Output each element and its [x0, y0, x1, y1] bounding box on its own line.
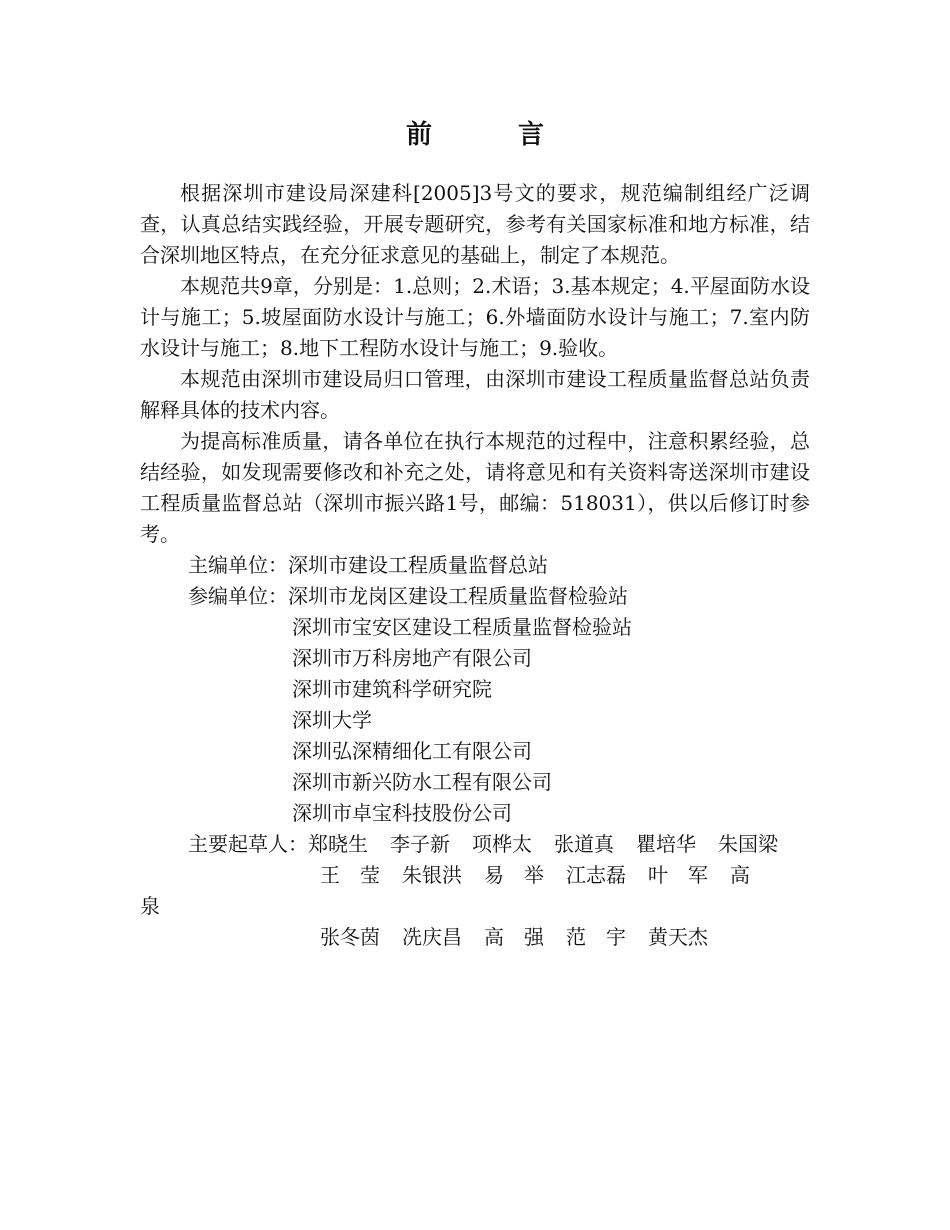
drafters-label: 主要起草人：	[188, 832, 308, 856]
participating-unit-name: 深圳市龙岗区建设工程质量监督检验站	[288, 584, 628, 608]
participating-unit-line	[140, 798, 810, 829]
drafter-name: 朱国梁	[718, 832, 778, 856]
drafter-name: 江志磊	[566, 863, 626, 887]
participating-unit-name: 深圳弘深精细化工有限公司	[292, 739, 532, 763]
participating-unit-line	[140, 767, 810, 798]
drafters-line	[140, 829, 810, 860]
chief-unit-name: 深圳市建设工程质量监督总站	[288, 553, 548, 577]
drafter-name: 张道真	[554, 832, 614, 856]
drafter-name: 范 宇	[566, 925, 626, 949]
participating-unit-line	[140, 612, 810, 643]
paragraph-feedback: 为提高标准质量，请各单位在执行本规范的过程中，注意积累经验，总结经验，如发现需要修改和补充之处，请将意见和有关资料寄送深圳市建设工程质量监督总站（深圳市振兴路1号，邮编：518031），供以后修订时参考。	[140, 429, 810, 546]
drafter-name: 郑晓生	[308, 832, 368, 856]
drafters-line	[140, 891, 810, 922]
drafter-name-wrap: 泉	[140, 894, 160, 918]
chief-unit-label: 主编单位：	[188, 553, 288, 577]
participating-unit-name: 深圳市宝安区建设工程质量监督检验站	[292, 615, 632, 639]
drafter-name: 张冬茵	[320, 925, 380, 949]
paragraph-chapters: 本规范共9章，分别是：1.总则；2.术语；3.基本规定；4.平屋面防水设计与施工；5.坡屋面防水设计与施工；6.外墙面防水设计与施工；7.室内防水设计与施工；8.地下工程防水设计与施工；9.验收。	[140, 274, 810, 360]
participating-unit-name: 深圳市卓宝科技股份公司	[292, 801, 512, 825]
drafters-line	[140, 922, 810, 953]
drafter-name: 瞿培华	[636, 832, 696, 856]
participating-unit-name: 深圳市建筑科学研究院	[292, 677, 492, 701]
drafter-name: 李子新	[390, 832, 450, 856]
page-title: 前 言	[405, 120, 574, 150]
participating-unit-line	[140, 643, 810, 674]
paragraph-management: 本规范由深圳市建设局归口管理，由深圳市建设工程质量监督总站负责解释具体的技术内容。	[140, 367, 810, 422]
drafter-name: 易 举	[484, 863, 544, 887]
participating-unit-name: 深圳市万科房地产有限公司	[292, 646, 532, 670]
drafter-name: 叶 军	[648, 863, 708, 887]
document-body	[140, 178, 810, 953]
paragraph-basis: 根据深圳市建设局深建科[2005]3号文的要求，规范编制组经广泛调查，认真总结实践经验，开展专题研究，参考有关国家标准和地方标准，结合深圳地区特点，在充分征求意见的基础上，制定了本规范。	[140, 181, 810, 267]
drafter-name: 王 莹	[320, 863, 380, 887]
chief-unit-line	[140, 550, 810, 581]
drafter-name: 高 强	[484, 925, 544, 949]
drafter-name: 黄天杰	[648, 925, 708, 949]
participating-unit-line	[140, 705, 810, 736]
drafter-name: 朱银洪	[402, 863, 462, 887]
participating-unit-label: 参编单位：	[188, 584, 288, 608]
drafters-line	[140, 860, 810, 891]
participating-unit-line	[140, 674, 810, 705]
drafter-name: 高	[730, 863, 750, 887]
drafter-name: 项桦太	[472, 832, 532, 856]
participating-unit-name: 深圳大学	[292, 708, 372, 732]
participating-unit-line	[140, 581, 810, 612]
participating-unit-line	[140, 736, 810, 767]
drafter-name: 冼庆昌	[402, 925, 462, 949]
participating-unit-name: 深圳市新兴防水工程有限公司	[292, 770, 552, 794]
